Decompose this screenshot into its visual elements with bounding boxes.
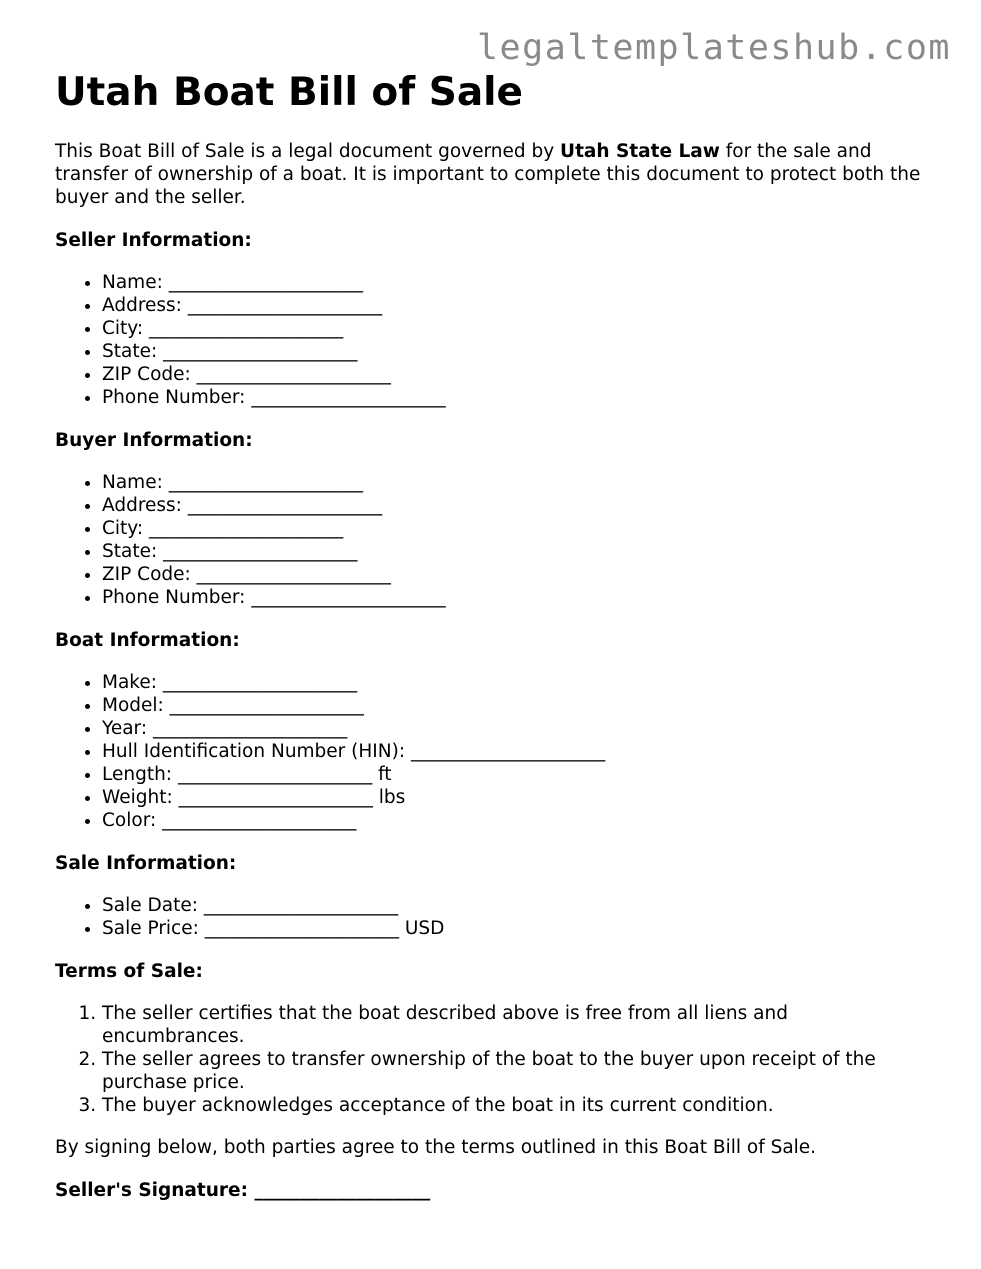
- field-label: City:: [102, 518, 144, 539]
- blank-line[interactable]: _____________________: [196, 364, 391, 385]
- field-label: State:: [102, 541, 158, 562]
- blank-line[interactable]: _____________________: [187, 495, 383, 516]
- blank-line[interactable]: _____________________: [162, 672, 358, 693]
- closing-statement: By signing below, both parties agree to the terms outlined in this Boat Bill of Sale.: [55, 1137, 817, 1158]
- seller-city-field[interactable]: [102, 317, 935, 340]
- term-item: 1. The seller certifies that the boat described above is free from all liens and encumbrances.: [102, 1002, 935, 1048]
- term-item: 3. The buyer acknowledges acceptance of the boat in its current condition.: [102, 1094, 935, 1117]
- blank-line[interactable]: _____________________: [169, 695, 364, 716]
- seller-zip-field[interactable]: [102, 363, 935, 386]
- terms-list: [55, 1002, 935, 1117]
- field-label: Color:: [102, 810, 157, 831]
- field-label: Phone Number:: [102, 587, 246, 608]
- blank-line[interactable]: _____________________: [149, 518, 344, 539]
- boat-weight-field[interactable]: [102, 786, 935, 809]
- blank-line[interactable]: _____________________: [152, 718, 348, 739]
- boat-make-field[interactable]: [102, 671, 935, 694]
- seller-name-field[interactable]: [102, 271, 935, 294]
- boat-length-field[interactable]: [102, 763, 935, 786]
- buyer-city-field[interactable]: [102, 517, 935, 540]
- blank-line[interactable]: _____________________: [187, 295, 383, 316]
- intro-paragraph: [55, 140, 935, 209]
- blank-line[interactable]: _____________________: [163, 541, 358, 562]
- field-label: State:: [102, 341, 158, 362]
- seller-signature-line[interactable]: [55, 1179, 935, 1202]
- sale-price-field[interactable]: [102, 917, 935, 940]
- seller-state-field[interactable]: [102, 340, 935, 363]
- intro-text-after: for the sale and transfer of ownership of a boat. It is important to complete this document to protect both the buyer and the seller.: [55, 141, 921, 208]
- intro-text-before: This Boat Bill of Sale is a legal document governed by: [55, 141, 561, 162]
- term-item: 2. The seller agrees to transfer ownership of the boat to the buyer upon receipt of the purchase price.: [102, 1048, 935, 1094]
- field-label: Weight:: [102, 787, 173, 808]
- boat-field-list: [55, 671, 935, 832]
- field-label: City:: [102, 318, 144, 339]
- blank-line[interactable]: _____________________: [149, 318, 344, 339]
- boat-hin-field[interactable]: [102, 740, 935, 763]
- blank-line[interactable]: _____________________: [251, 587, 446, 608]
- buyer-address-field[interactable]: [102, 494, 935, 517]
- boat-model-field[interactable]: [102, 694, 935, 717]
- sale-field-list: [55, 894, 935, 940]
- blank-line[interactable]: _____________________: [251, 387, 446, 408]
- field-label: Name:: [102, 272, 163, 293]
- buyer-phone-field[interactable]: [102, 586, 935, 609]
- buyer-field-list: [55, 471, 935, 609]
- unit-label: lbs: [378, 787, 406, 808]
- buyer-heading: Buyer Information:: [55, 430, 253, 451]
- boat-year-field[interactable]: [102, 717, 935, 740]
- buyer-state-field[interactable]: [102, 540, 935, 563]
- signature-label: Seller's Signature:: [55, 1180, 248, 1201]
- field-label: Hull Identification Number (HIN):: [102, 741, 406, 762]
- blank-line[interactable]: _____________________: [163, 341, 358, 362]
- field-label: Make:: [102, 672, 157, 693]
- field-label: Length:: [102, 764, 173, 785]
- seller-heading: Seller Information:: [55, 230, 252, 251]
- blank-line[interactable]: _____________________: [204, 918, 399, 939]
- boat-heading: Boat Information:: [55, 630, 240, 651]
- watermark: legaltemplateshub.com: [476, 28, 951, 68]
- blank-line[interactable]: _____________________: [177, 764, 373, 785]
- blank-line[interactable]: _____________________: [196, 564, 391, 585]
- document: [55, 68, 935, 1202]
- blank-line[interactable]: _____________________: [162, 810, 357, 831]
- seller-phone-field[interactable]: [102, 386, 935, 409]
- seller-address-field[interactable]: [102, 294, 935, 317]
- sale-heading: Sale Information:: [55, 853, 237, 874]
- field-label: Year:: [102, 718, 148, 739]
- blank-line[interactable]: _____________________: [203, 895, 399, 916]
- field-label: ZIP Code:: [102, 564, 191, 585]
- field-label: ZIP Code:: [102, 364, 191, 385]
- blank-line[interactable]: _____________________: [168, 272, 363, 293]
- currency-label: USD: [404, 918, 445, 939]
- field-label: Name:: [102, 472, 163, 493]
- blank-line[interactable]: _____________________: [410, 741, 606, 762]
- field-label: Phone Number:: [102, 387, 246, 408]
- buyer-name-field[interactable]: [102, 471, 935, 494]
- signature-blank[interactable]: ___________________: [254, 1180, 431, 1201]
- blank-line[interactable]: _____________________: [178, 787, 373, 808]
- field-label: Address:: [102, 295, 182, 316]
- blank-line[interactable]: _____________________: [168, 472, 363, 493]
- unit-label: ft: [378, 764, 392, 785]
- field-label: Address:: [102, 495, 182, 516]
- field-label: Model:: [102, 695, 164, 716]
- seller-field-list: [55, 271, 935, 409]
- field-label: Sale Date:: [102, 895, 198, 916]
- intro-bold-law: Utah State Law: [560, 141, 720, 162]
- buyer-zip-field[interactable]: [102, 563, 935, 586]
- terms-heading: Terms of Sale:: [55, 961, 203, 982]
- sale-date-field[interactable]: [102, 894, 935, 917]
- boat-color-field[interactable]: [102, 809, 935, 832]
- page-title: Utah Boat Bill of Sale: [55, 70, 523, 115]
- field-label: Sale Price:: [102, 918, 199, 939]
